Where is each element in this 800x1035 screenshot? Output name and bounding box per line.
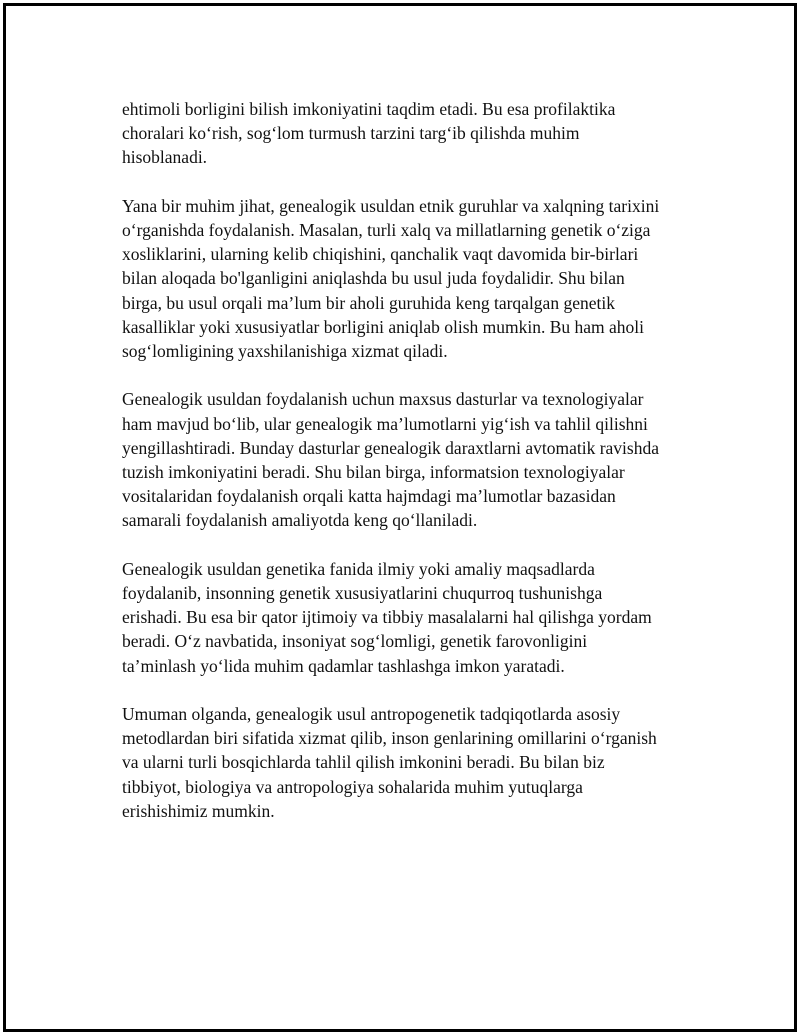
text-line: yengillashtiradi. Bunday dasturlar genealogik daraxtlarni avtomatik ravishda bbox=[122, 437, 659, 458]
text-line: Genealogik usuldan genetika fanida ilmiy yoki amaliy maqsadlarda bbox=[122, 558, 595, 579]
text-line: metodlardan biri sifatida xizmat qilib, inson genlarining omillarini o‘rganish bbox=[122, 728, 657, 749]
text-line: ta’minlash yo‘lida muhim qadamlar tashlashga imkon yaratadi. bbox=[122, 655, 565, 676]
paragraph-3 bbox=[122, 387, 702, 532]
document-body bbox=[122, 97, 702, 847]
text-line: birga, bu usul orqali ma’lum bir aholi guruhida keng tarqalgan genetik bbox=[122, 292, 615, 313]
text-line: xosliklarini, ularning kelib chiqishini, qanchalik vaqt davomida bir-birlari bbox=[122, 244, 639, 265]
paragraph-1 bbox=[122, 97, 702, 170]
text-line: o‘rganishda foydalanish. Masalan, turli xalq va millatlarning genetik o‘ziga bbox=[122, 220, 651, 240]
text-line: kasalliklar yoki xususiyatlar borligini aniqlab olish mumkin. Bu ham aholi bbox=[122, 316, 645, 337]
text-line: Genealogik usuldan foydalanish uchun maxsus dasturlar va texnologiyalar bbox=[122, 389, 644, 410]
text-line: hisoblanadi. bbox=[122, 147, 208, 168]
text-line: beradi. O‘z navbatida, insoniyat sog‘lomligi, genetik farovonligini bbox=[122, 631, 588, 652]
text-line: tibbiyot, biologiya va antropologiya sohalarida muhim yutuqlarga bbox=[122, 776, 583, 797]
document-page bbox=[3, 3, 797, 1032]
text-line: ham mavjud bo‘lib, ular genealogik ma’lumotlarni yig‘ish va tahlil qilishni bbox=[122, 413, 648, 434]
text-line: sog‘lomligining yaxshilanishiga xizmat qiladi. bbox=[122, 341, 448, 362]
text-line: ehtimoli borligini bilish imkoniyatini taqdim etadi. Bu esa profilaktika bbox=[122, 99, 616, 119]
paragraph-4 bbox=[122, 557, 702, 678]
text-line: tuzish imkoniyatini beradi. Shu bilan birga, informatsion texnologiyalar bbox=[122, 462, 625, 483]
text-line: vositalaridan foydalanish orqali katta hajmdagi ma’lumotlar bazasidan bbox=[122, 486, 616, 507]
paragraph-2 bbox=[122, 194, 702, 363]
text-line: samarali foydalanish amaliyotda keng qo‘llaniladi. bbox=[122, 510, 478, 531]
paragraph-5 bbox=[122, 702, 702, 823]
text-line: Yana bir muhim jihat, genealogik usuldan etnik guruhlar va xalqning tarixini bbox=[122, 195, 660, 216]
text-line: erishishimiz mumkin. bbox=[122, 800, 275, 821]
text-line: va ularni turli bosqichlarda tahlil qilish imkonini beradi. Bu bilan biz bbox=[122, 752, 605, 773]
text-line: choralari ko‘rish, sog‘lom turmush tarzini targ‘ib qilishda muhim bbox=[122, 123, 580, 144]
text-line: foydalanib, insonning genetik xususiyatlarini chuqurroq tushunishga bbox=[122, 583, 603, 604]
text-line: Umuman olganda, genealogik usul antropogenetik tadqiqotlarda asosiy bbox=[122, 704, 621, 725]
text-line: bilan aloqada bo'lganligini aniqlashda bu usul juda foydalidir. Shu bilan bbox=[122, 268, 625, 289]
text-line: erishadi. Bu esa bir qator ijtimoiy va tibbiy masalalarni hal qilishga yordam bbox=[122, 607, 652, 628]
